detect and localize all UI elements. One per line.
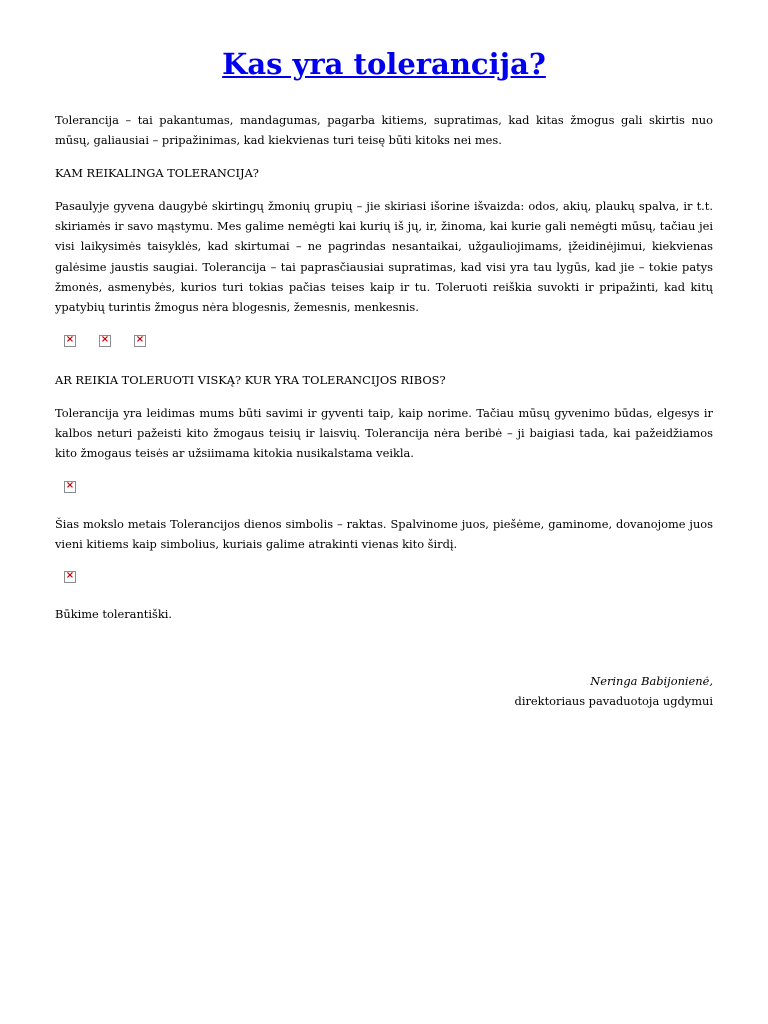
broken-image-icon: × — [100, 334, 110, 345]
closing-line: Būkime tolerantiški. — [55, 607, 173, 621]
section-heading-limits: AR REIKIA TOLERUOTI VISKĄ? KUR YRA TOLERANCIJOS RIBOS? — [55, 373, 446, 387]
title-link[interactable]: Kas yra tolerancija? — [222, 47, 546, 81]
image-row-1 — [64, 333, 146, 349]
section-body-symbol: Šias mokslo metais Tolerancijos dienos simbolis – raktas. Spalvinome juos, piešėme, gaminome, dovanojome juos vieni kitiems kaip simbolius, kuriais galime atrakinti vienas kito širdį. — [55, 517, 713, 552]
page-title — [55, 42, 713, 86]
section-heading-why: KAM REIKALINGA TOLERANCIJA? — [55, 166, 259, 180]
broken-image-icon: × — [65, 334, 75, 345]
section-body-why: Pasaulyje gyvena daugybė skirtingų žmonių grupių – jie skiriasi išorine išvaizda: odos, akių, plaukų spalva, ir t.t. skiriamės ir savo mąstymu. Mes galime nemėgti kai kurių iš jų, ir, žinoma, kai kurie gali nemėgti mūsų, tačiau jei visi laikysimės taisyklės, kad skirtumai – ne pagrindas nesantaikai, užgauliojimams, įžeidinėjimui, kiekvienas galėsime jaustis saugiai. Tolerancija – tai paprasčiausiai supratimas, kad visi yra tau lygūs, kad jie – tokie patys žmonės, asmenybės, kurios turi tokias pačias teises kaip ir tu. Toleruoti reiškia suvokti ir pripažinti, kad kitų ypatybių turintis žmogus nėra blogesnis, žemesnis, menkesnis. — [55, 199, 713, 315]
section-body-limits: Tolerancija yra leidimas mums būti savimi ir gyventi taip, kaip norime. Tačiau mūsų gyvenimo būdas, elgesys ir kalbos neturi pažeisti kito žmogaus teisių ir laisvių. Tolerancija nėra beribė – ji baigiasi tada, kai pažeidžiamos kito žmogaus teisės ar užsiimama kitokia nusikalstama veikla. — [55, 406, 713, 461]
signature-role: direktoriaus pavaduotoja ugdymui — [514, 694, 713, 708]
image-row-2 — [64, 479, 76, 495]
signature-name: Neringa Babijonienė, — [590, 674, 713, 688]
broken-image-icon: × — [65, 570, 75, 581]
image-row-3 — [64, 569, 76, 585]
intro-paragraph: Tolerancija – tai pakantumas, mandagumas, pagarba kitiems, supratimas, kad kitas žmogus gali skirtis nuo mūsų, galiausiai – pripažinimas, kad kiekvienas turi teisę būti kitoks nei mes. — [55, 113, 713, 148]
broken-image-icon: × — [65, 480, 75, 491]
broken-image-icon: × — [135, 334, 145, 345]
